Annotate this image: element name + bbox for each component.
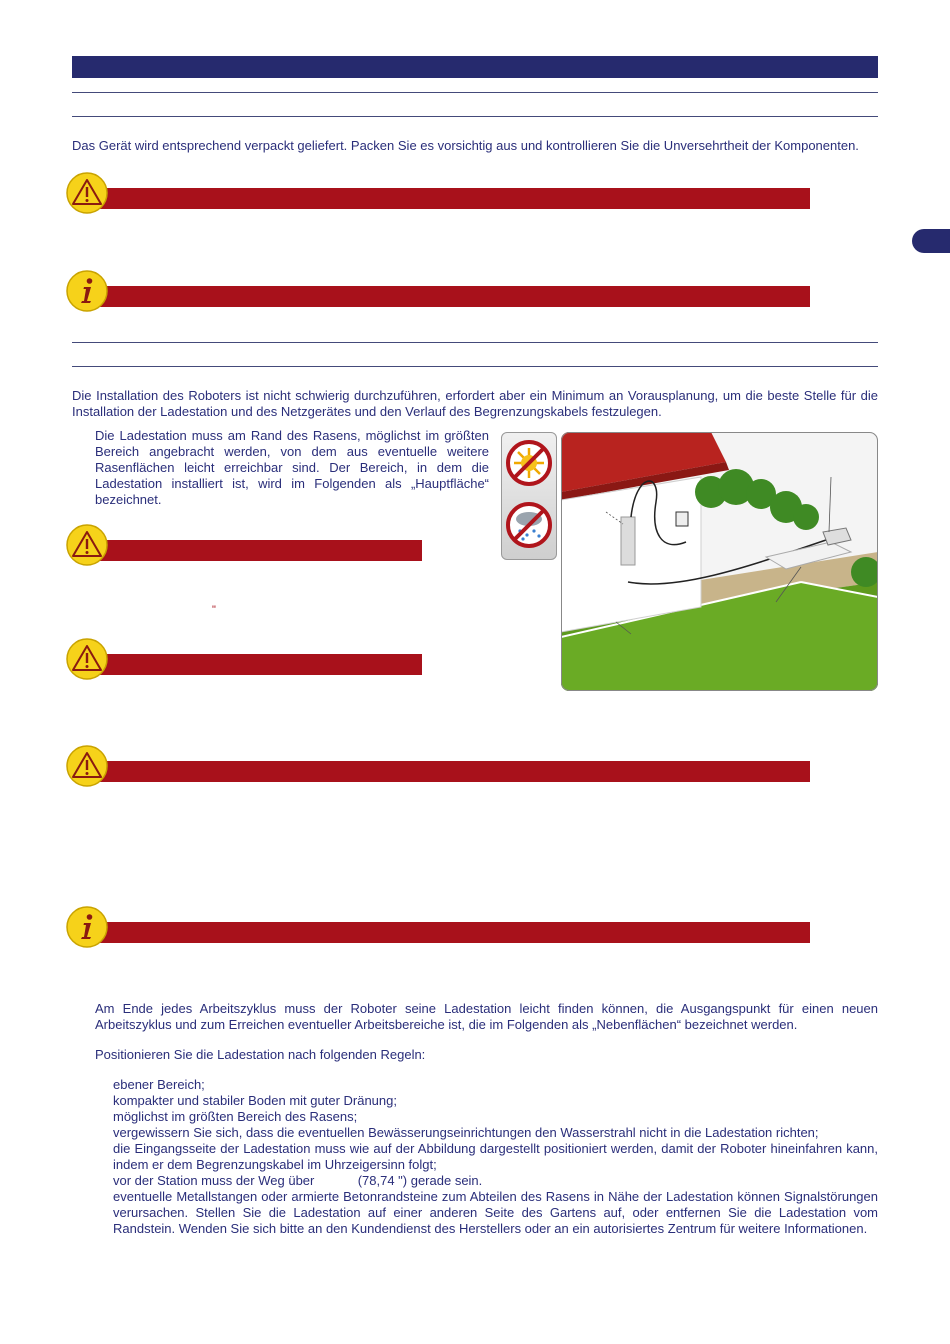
list-item: die Eingangsseite der Ladestation muss wie auf der Abbildung dargestellt positioniert werden, damit der Roboter hineinfahren kann, indem er dem Begrenzungskabel im Uhrzeigersinn folgt; — [113, 1141, 878, 1172]
install-paragraph: Die Installation des Roboters ist nicht schwierig durchzuführen, erfordert aber ein Minimum an Vorausplanung, um die beste Stelle für die Installation der Ladestation und des Netzgerätes und den Verlauf des Begrenzungskabels festzulegen. — [72, 388, 878, 419]
info-bar — [100, 922, 810, 943]
warning-bar — [100, 188, 810, 209]
info-bar — [100, 286, 810, 307]
no-rain-icon — [505, 501, 553, 549]
warning-icon — [66, 172, 108, 214]
info-icon — [66, 906, 108, 948]
list-item: möglichst im größten Bereich des Rasens; — [113, 1109, 358, 1124]
list-item: eventuelle Metallstangen oder armierte Betonrandsteine zum Abteilen des Rasens in Nähe der Ladestation können Signalstörungen verursachen. Stellen Sie die Ladestation auf einer anderen Seite des Gartens auf, oder entfernen Sie die Ladestation vom Randstein. Wenden Sie sich bitte an den Kundendienst des Herstellers oder an ein autorisiertes Zentrum für weitere Informationen. — [113, 1189, 878, 1236]
list-item: vor der Station muss der Weg über (78,74 ") gerade sein. — [113, 1173, 483, 1188]
stray-mark: " — [212, 604, 216, 616]
list-item: ebener Bereich; — [113, 1077, 205, 1092]
list-item: vergewissern Sie sich, dass die eventuellen Bewässerungseinrichtungen den Wasserstrahl nicht in die Ladestation richten; — [113, 1125, 819, 1140]
station-illustration — [561, 432, 878, 691]
warning-icon — [66, 638, 108, 680]
intro-paragraph: Das Gerät wird entsprechend verpackt geliefert. Packen Sie es vorsichtig aus und kontrollieren Sie die Unversehrtheit der Komponenten. — [72, 138, 859, 153]
no-sun-icon — [505, 439, 553, 487]
rules-list — [113, 1077, 878, 1237]
warning-bar — [100, 540, 422, 561]
warning-bar — [100, 761, 810, 782]
section-rule — [72, 92, 878, 93]
cycle-paragraph: Am Ende jedes Arbeitszyklus muss der Roboter seine Ladestation leicht finden können, die Ausgangspunkt für einen neuen Arbeitszyklus und zum Erreichen eventueller Arbeitsbereiche ist, die im Folgenden als „Nebenflächen“ bezeichnet werden. — [95, 1001, 878, 1032]
header-bar — [72, 56, 878, 78]
station-paragraph: Die Ladestation muss am Rand des Rasens, möglichst im größten Bereich angebracht werden, von dem aus eventuelle weitere Rasenflächen leicht erreichbar sind. Der Bereich, in dem die Ladestation installiert ist, wird im Folgenden als „Hauptfläche“ bezeichnet. — [95, 428, 489, 507]
rules-intro: Positionieren Sie die Ladestation nach folgenden Regeln: — [95, 1047, 426, 1062]
warning-icon — [66, 524, 108, 566]
warning-icon — [66, 745, 108, 787]
section-rule — [72, 116, 878, 117]
info-icon — [66, 270, 108, 312]
warning-bar — [100, 654, 422, 675]
pictogram-panel — [501, 432, 557, 560]
section-rule — [72, 366, 878, 367]
section-rule — [72, 342, 878, 343]
list-item: kompakter und stabiler Boden mit guter Dränung; — [113, 1093, 397, 1108]
chapter-tab — [912, 229, 950, 253]
